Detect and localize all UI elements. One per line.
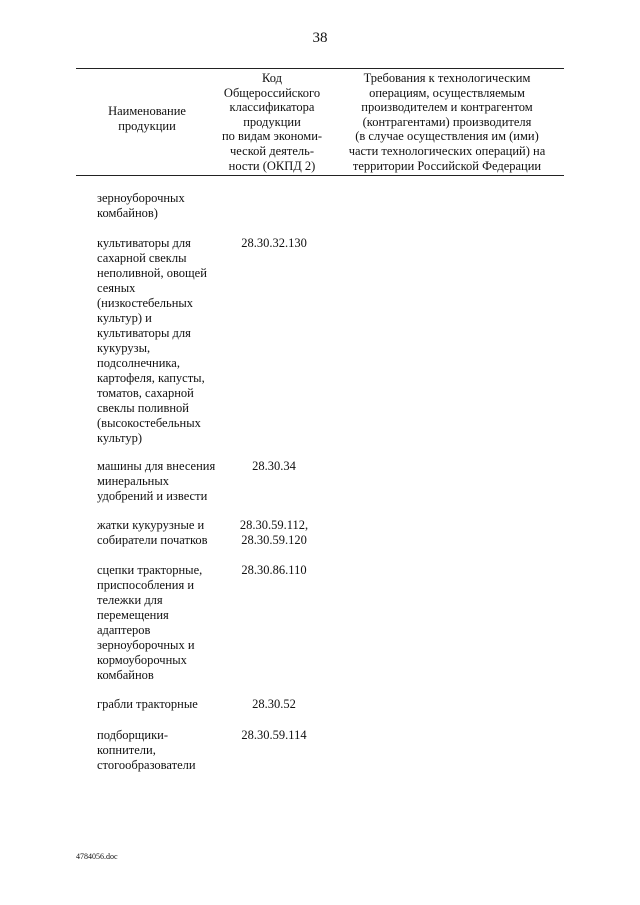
table-row-code: 28.30.32.130 bbox=[241, 236, 307, 250]
table-row-name: культиваторы для сахарной свеклы неполивной, овощей сеяных (низкостебельных культур) и культиваторы для кукурузы, подсолнечника, картофеля, капусты, томатов, сахарной свеклы поливной (высокостебельных культур) bbox=[97, 236, 207, 445]
table-top-rule bbox=[76, 68, 564, 69]
table-row-code: 28.30.34 bbox=[252, 459, 296, 473]
document-filename: 4784056.doc bbox=[76, 852, 118, 861]
header-okpd-code: Код Общероссийского классификатора продукции по видам экономи- ческой деятель- ности (ОКПД 2) bbox=[221, 71, 323, 173]
table-row-name: подборщики- копнители, стогообразователи bbox=[97, 728, 196, 772]
table-row-name: сцепки тракторные, приспособления и тележки для перемещения адаптеров зерноуборочных и кормоуборочных комбайнов bbox=[97, 563, 203, 682]
table-row-code: 28.30.52 bbox=[252, 697, 296, 711]
table-row-code: 28.30.59.114 bbox=[241, 728, 307, 742]
table-row-name: грабли тракторные bbox=[97, 697, 198, 711]
table-row-code: 28.30.86.110 bbox=[241, 563, 307, 577]
page-number: 38 bbox=[312, 30, 328, 46]
table-row-name: машины для внесения минеральных удобрений и извести bbox=[97, 459, 216, 503]
header-requirements: Требования к технологическим операциям, осуществляемым производителем и контрагентом (контрагентами) производителя (в случае осуществления им (ими) части технологических операций) на территории Российской Федерации bbox=[348, 71, 546, 173]
table-row-name: жатки кукурузные и собиратели початков bbox=[97, 518, 208, 547]
header-product-name: Наименование продукции bbox=[108, 104, 186, 133]
table-row-code: 28.30.59.112, 28.30.59.120 bbox=[239, 518, 309, 547]
table-header-rule bbox=[76, 175, 564, 176]
table-row-name: зерноуборочных комбайнов) bbox=[97, 191, 185, 220]
